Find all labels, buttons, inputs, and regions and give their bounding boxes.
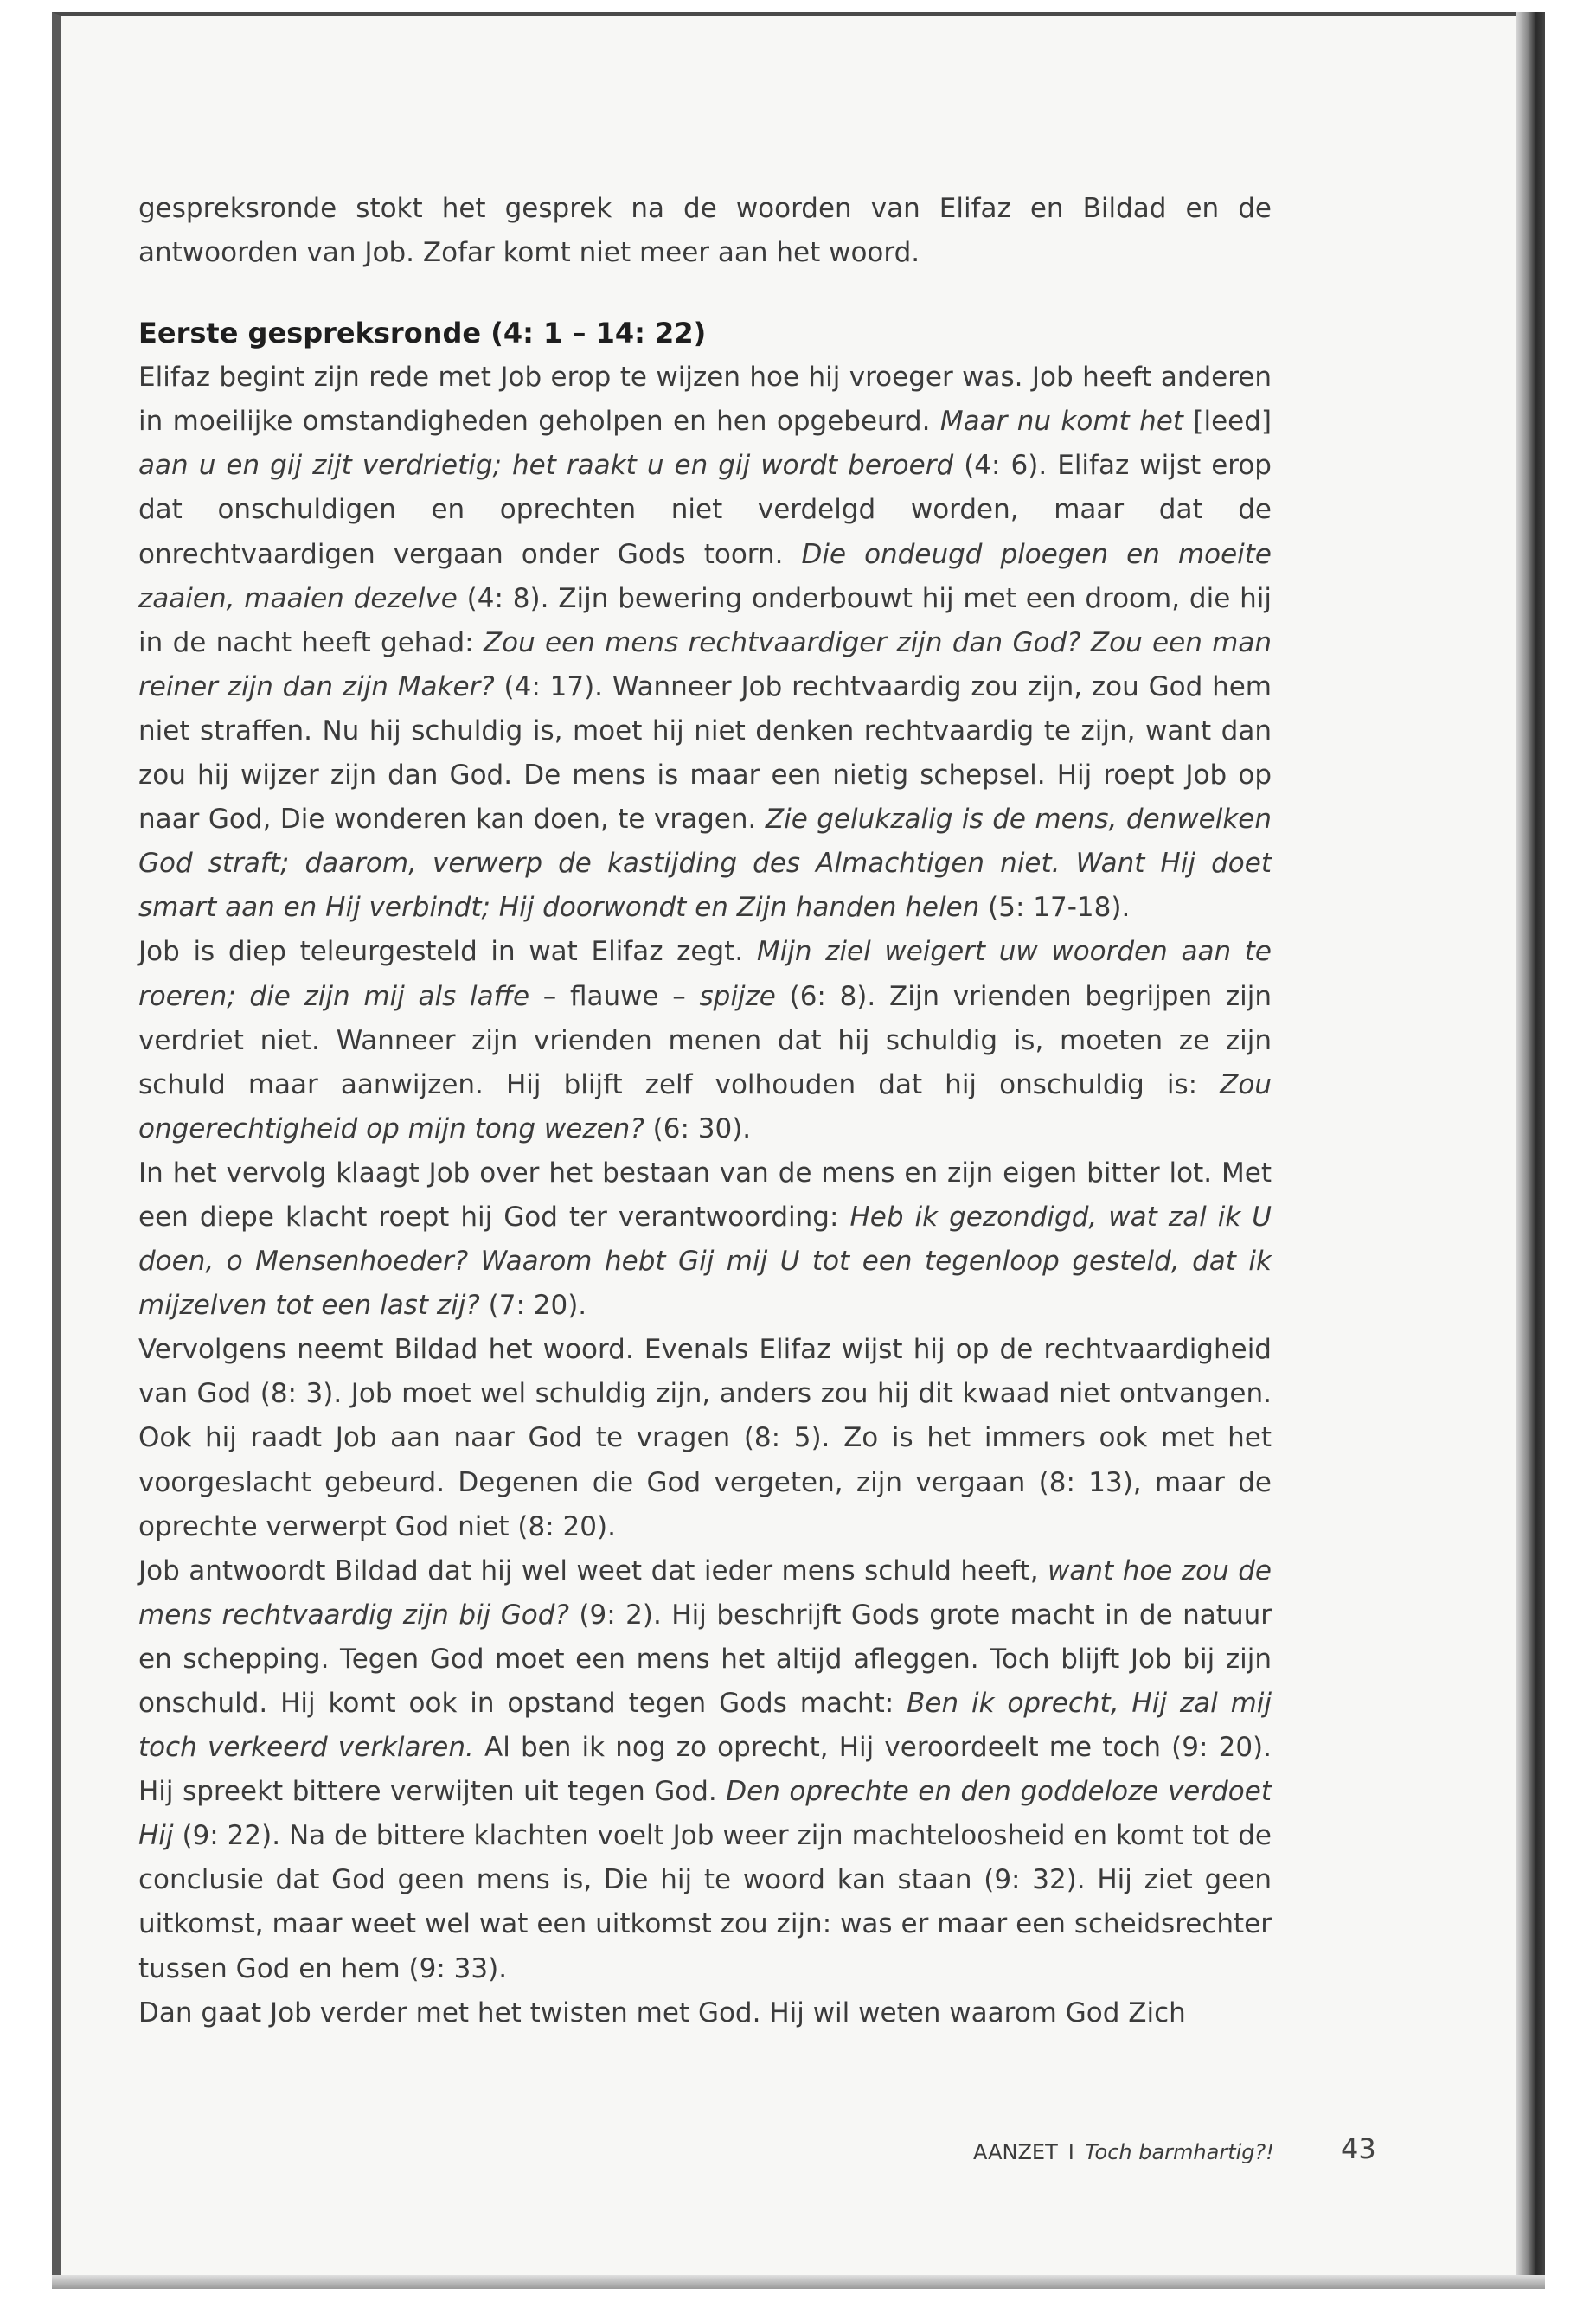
section-heading: Eerste gespreksronde (4: 1 – 14: 22): [138, 317, 707, 350]
quote: spijze: [699, 980, 776, 1012]
footer-label: AANZET: [973, 2140, 1058, 2164]
paragraph-job-reply-elifaz: [138, 930, 1272, 1150]
text-run: Job antwoordt Bildad dat hij wel weet dat ieder mens schuld heeft,: [138, 1554, 1048, 1586]
paragraph-job-lament: [138, 1151, 1272, 1328]
footer-separator: I: [1067, 2140, 1074, 2164]
quote: Zou ongerechtigheid op mijn tong wezen?: [138, 1068, 1272, 1144]
quote: aan u en gij zijt verdrietig; het raakt u en gij wordt beroerd: [138, 450, 954, 482]
quote: Maar nu komt het: [939, 406, 1183, 438]
quote: Zie gelukzalig is de mens, denwelken God straft; daarom, verwerp de kastijding des Almachtigen niet. Want Hij doet smart aan en Hij verbindt; Hij doorwondt en Zijn handen helen: [138, 804, 1272, 924]
text-run: In het vervolg klaagt Job over het bestaan van de mens en zijn eigen bitter lot. Met een diepe klacht roept hij God ter verantwoording:: [138, 1157, 1272, 1233]
quote: Zou een mens rechtvaardiger zijn dan God? Zou een man reiner zijn dan zijn Maker?: [138, 626, 1272, 702]
text-run: (6: 8). Zijn vrienden begrijpen zijn verdriet niet. Wanneer zijn vrienden menen dat hij schuldig is, moeten ze zijn schuld maar aanwijzen. Hij blijft zelf volhouden dat hij onschuldig is:: [138, 980, 1272, 1100]
text-run: (6: 30).: [644, 1112, 752, 1144]
scan-margin: [1545, 0, 1596, 2301]
footer-subtitle: Toch barmhartig?!: [1084, 2140, 1274, 2164]
quote: Heb ik gezondigd, wat zal ik U doen, o Mensenhoeder? Waarom hebt Gij mij U tot een tegenloop gesteld, dat ik mijzelven tot een last zij?: [138, 1201, 1272, 1322]
text-run: Elifaz begint zijn rede met Job erop te wijzen hoe hij vroeger was. Job heeft anderen in moeilijke omstandigheden geholpen en hen opgebeurd.: [138, 362, 1272, 438]
text-run: (9: 2). Hij beschrijft Gods grote macht in de natuur en schepping. Tegen God moet een mens het altijd afleggen. Toch blijft Job bij zijn onschuld. Hij komt ook in opstand tegen Gods macht:: [138, 1599, 1272, 1719]
text-run: (7: 20).: [479, 1290, 587, 1322]
text-run: [leed]: [1183, 406, 1272, 438]
text-run: (4: 17). Wanneer Job rechtvaardig zou zijn, zou God hem niet straffen. Nu hij schuldig is, moet hij niet denken rechtvaardig te zijn, want dan zou hij wijzer zijn dan God. De mens is maar een nietig schepsel. Hij roept Job op naar God, Die wonderen kan doen, te vragen.: [138, 670, 1272, 836]
text-run: – flauwe –: [529, 980, 700, 1012]
paragraph-job-reply-bildad: [138, 1549, 1272, 1991]
intro-paragraph: gespreksronde stokt het gesprek na de woorden van Elifaz en Bildad en de antwoorden van Job. Zofar komt niet meer aan het woord.: [138, 193, 1272, 269]
text-run: Vervolgens neemt Bildad het woord. Evenals Elifaz wijst hij op de rechtvaardigheid van God (8: 3). Job moet wel schuldig zijn, anders zou hij dit kwaad niet ontvangen. Ook hij raadt Job aan naar God te vragen (8: 5). Zo is het immers ook met het voorgeslacht gebeurd. Degenen die God vergeten, zijn vergaan (8: 13), maar de oprechte verwerpt God niet (8: 20).: [138, 1334, 1272, 1542]
page-number: 43: [1341, 2132, 1376, 2165]
text-run: Dan gaat Job verder met het twisten met God. Hij wil weten waarom God Zich: [138, 1997, 1186, 2029]
text-run: (5: 17-18).: [979, 892, 1131, 924]
text-run: (4: 6). Elifaz wijst erop dat onschuldigen en oprechten niet verdelgd worden, maar dat de onrechtvaardigen vergaan onder Gods toorn.: [138, 450, 1272, 570]
page-edge-shadow: [1516, 12, 1545, 2279]
body-text: [138, 187, 1272, 2035]
text-run: Al ben ik nog zo oprecht, Hij veroordeelt me toch (9: 20). Hij spreekt bittere verwijten uit tegen God.: [138, 1732, 1272, 1808]
quote: Die ondeugd ploegen en moeite zaaien, maaien dezelve: [138, 538, 1272, 614]
text-run: (9: 22). Na de bittere klachten voelt Job weer zijn machteloosheid en komt tot de conclusie dat God geen mens is, Die hij te woord kan staan (9: 32). Hij ziet geen uitkomst, maar weet wel wat een uitkomst zou zijn: was er maar een scheidsrechter tussen God en hem (9: 33).: [138, 1820, 1272, 1984]
paragraph-bildad: [138, 1328, 1272, 1548]
quote: Den oprechte en den goddeloze verdoet Hij: [138, 1776, 1272, 1852]
text-run: (4: 8). Zijn bewering onderbouwt hij met een droom, die hij in de nacht heeft gehad:: [138, 582, 1272, 658]
quote: Ben ik oprecht, Hij zal mij toch verkeerd verklaren.: [138, 1688, 1272, 1764]
running-footer: [973, 2132, 1380, 2170]
quote: Mijn ziel weigert uw woorden aan te roeren; die zijn mij als laffe: [138, 936, 1272, 1012]
paragraph-job-continues: [138, 1991, 1272, 2035]
quote: want hoe zou de mens rechtvaardig zijn bij God?: [138, 1554, 1272, 1631]
page-bottom-edge: [52, 2275, 1545, 2289]
paragraph-elifaz-first: [138, 356, 1272, 930]
text-run: Job is diep teleurgesteld in wat Elifaz zegt.: [138, 936, 757, 968]
